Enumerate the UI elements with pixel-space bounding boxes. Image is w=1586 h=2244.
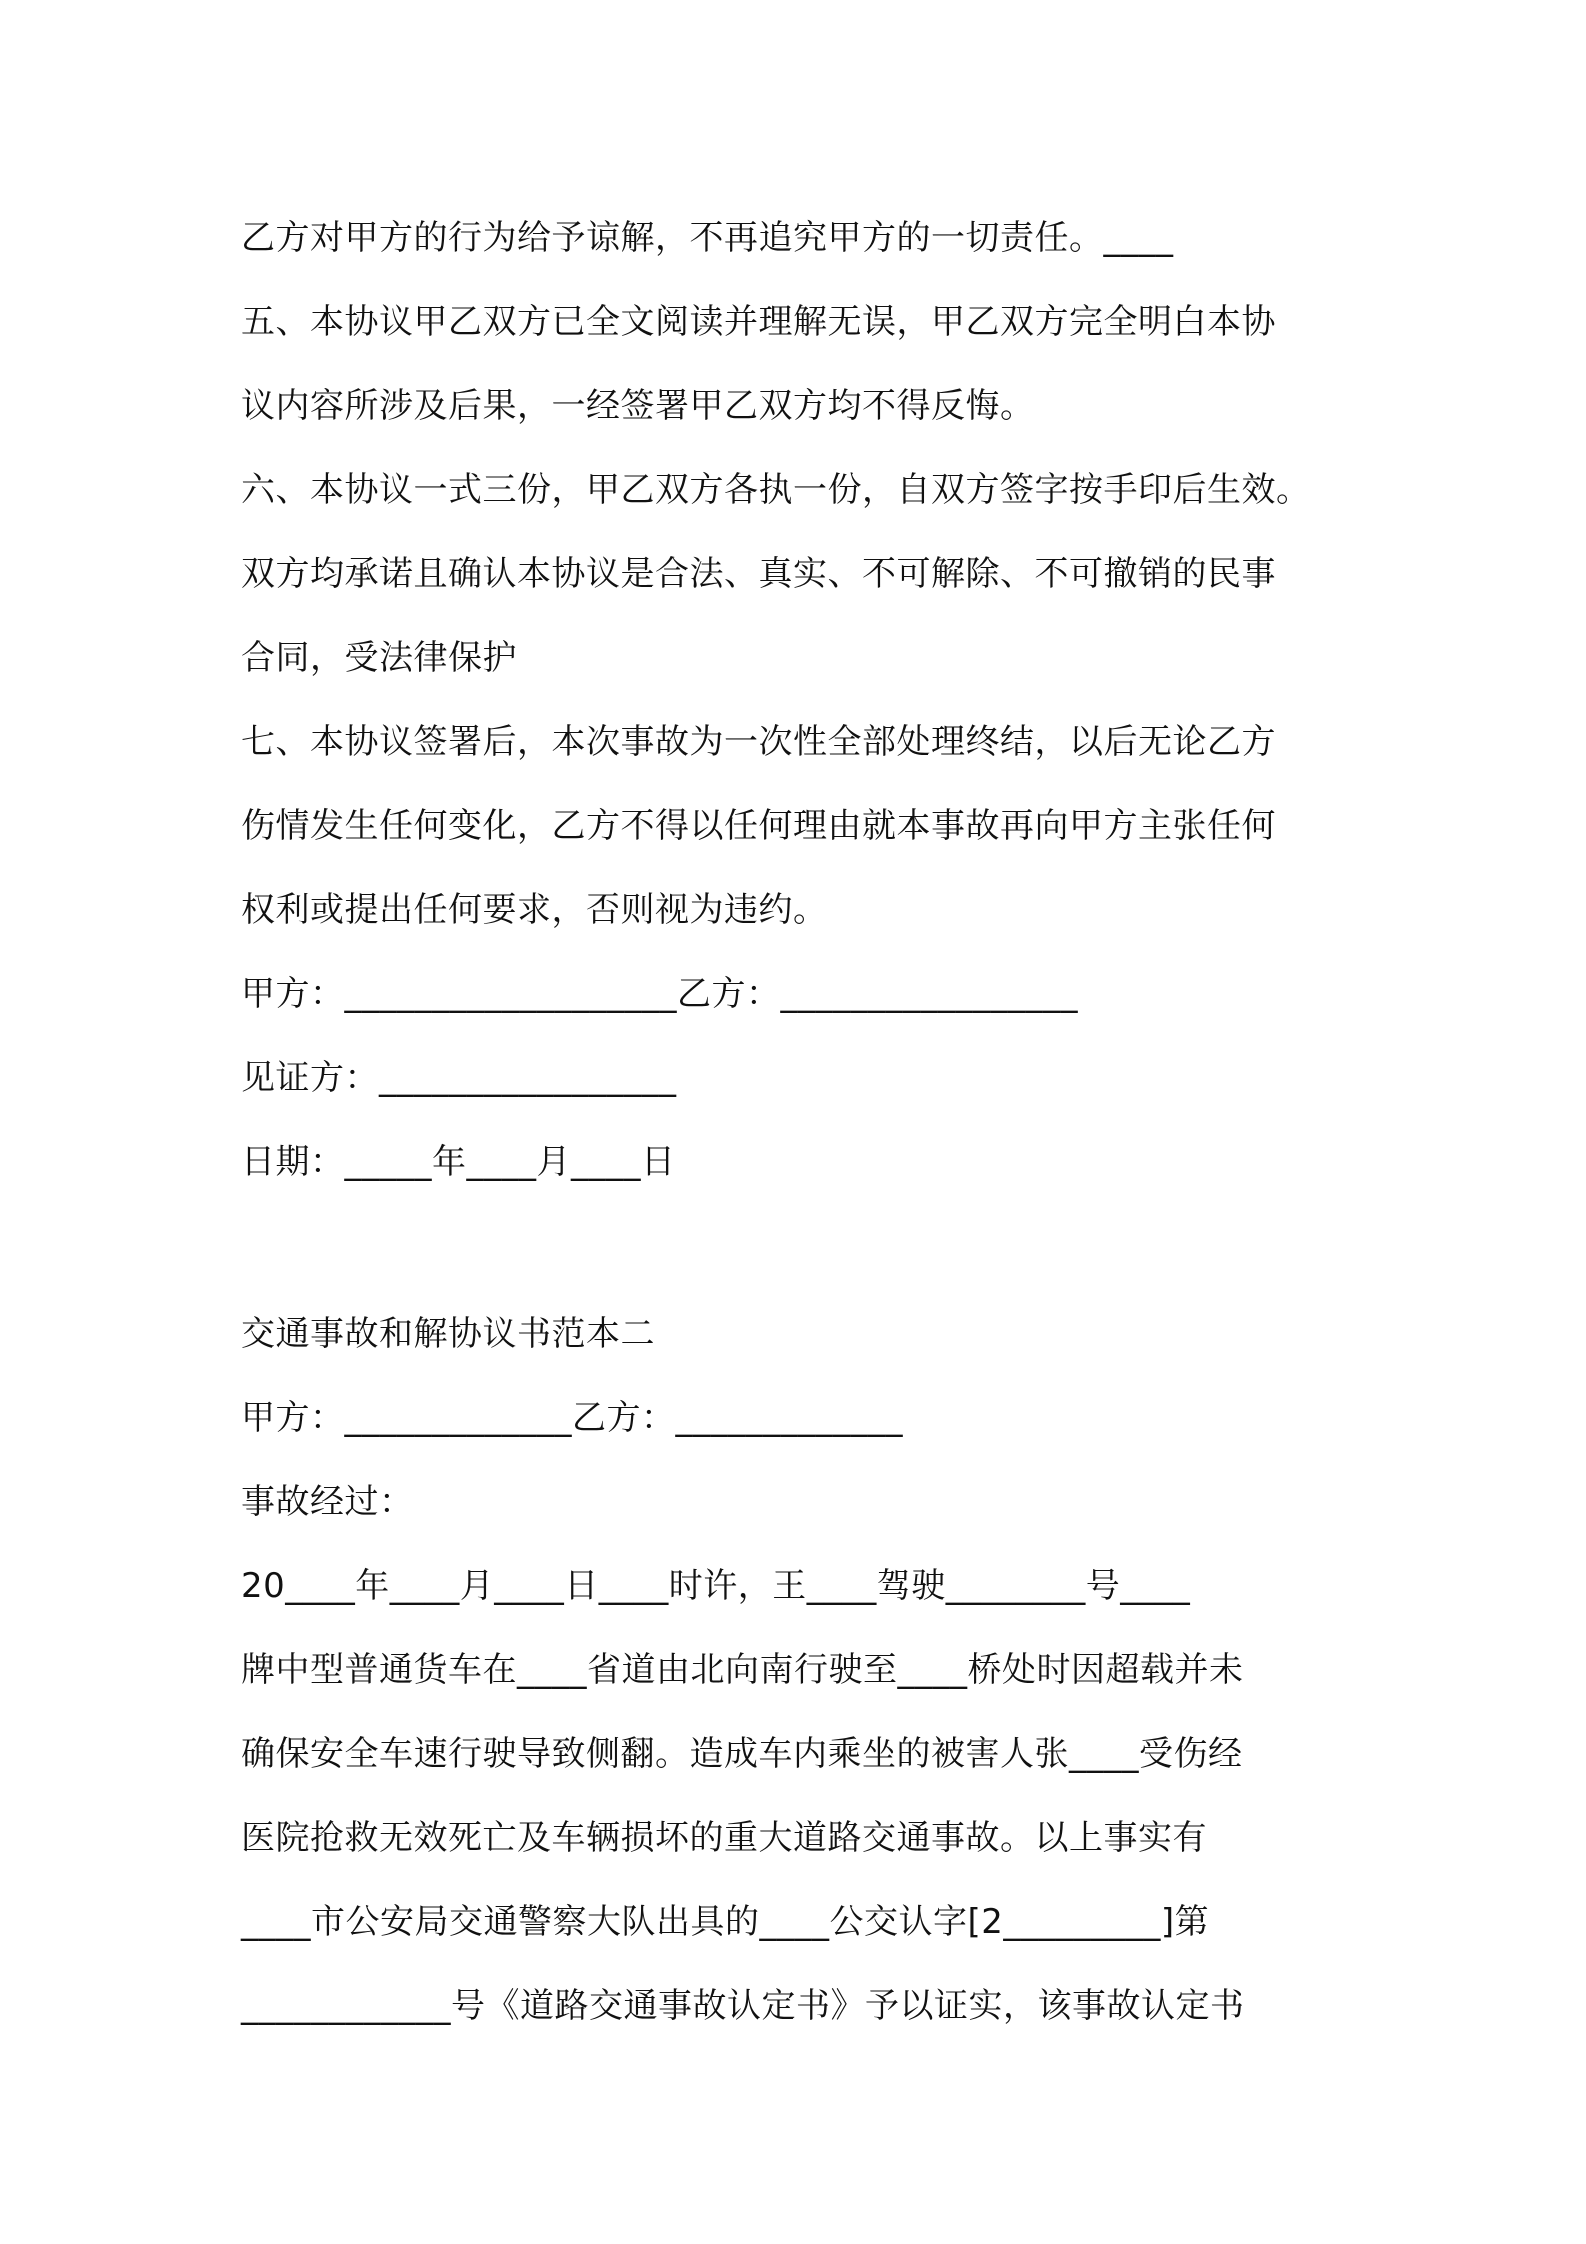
text-line: 20____年____月____日____时许，王____驾驶________号____ — [241, 1566, 1191, 1606]
text-line: 五、本协议甲乙双方已全文阅读并理解无误，甲乙双方完全明白本协 — [241, 302, 1276, 342]
date-line: 日期：_____年____月____日 — [241, 1142, 676, 1182]
text-line: 七、本协议签署后，本次事故为一次性全部处理终结，以后无论乙方 — [241, 722, 1276, 762]
text-line: 医院抢救无效死亡及车辆损坏的重大道路交通事故。以上事实有 — [241, 1818, 1207, 1858]
text-line: 合同，受法律保护 — [241, 638, 517, 678]
text-line: ____市公安局交通警察大队出具的____公交认字[2_________]第 — [241, 1902, 1210, 1942]
section-title: 交通事故和解协议书范本二 — [241, 1314, 655, 1354]
text-line: 牌中型普通货车在____省道由北向南行驶至____桥处时因超载并未 — [241, 1650, 1244, 1690]
text-line: 六、本协议一式三份，甲乙双方各执一份，自双方签字按手印后生效。 — [241, 470, 1311, 510]
witness-signature-line: 见证方：_________________ — [241, 1058, 677, 1098]
text-line: ____________号《道路交通事故认定书》予以证实，该事故认定书 — [241, 1986, 1245, 2026]
text-line: 乙方对甲方的行为给予谅解，不再追究甲方的一切责任。____ — [241, 218, 1174, 258]
text-line: 伤情发生任何变化，乙方不得以任何理由就本事故再向甲方主张任何 — [241, 806, 1276, 846]
document-body — [241, 196, 1371, 2048]
text-line: 议内容所涉及后果，一经签署甲乙双方均不得反悔。 — [241, 386, 1035, 426]
text-line: 确保安全车速行驶导致侧翻。造成车内乘坐的被害人张____受伤经 — [241, 1734, 1243, 1774]
section-spacer — [241, 1204, 1371, 1292]
party-signature-line: 甲方：_____________乙方：_____________ — [241, 1398, 903, 1438]
party-signature-line: 甲方：___________________乙方：_________________ — [241, 974, 1078, 1014]
text-line: 双方均承诺且确认本协议是合法、真实、不可解除、不可撤销的民事 — [241, 554, 1276, 594]
section-heading: 事故经过： — [241, 1482, 414, 1522]
text-line: 权利或提出任何要求，否则视为违约。 — [241, 890, 828, 930]
